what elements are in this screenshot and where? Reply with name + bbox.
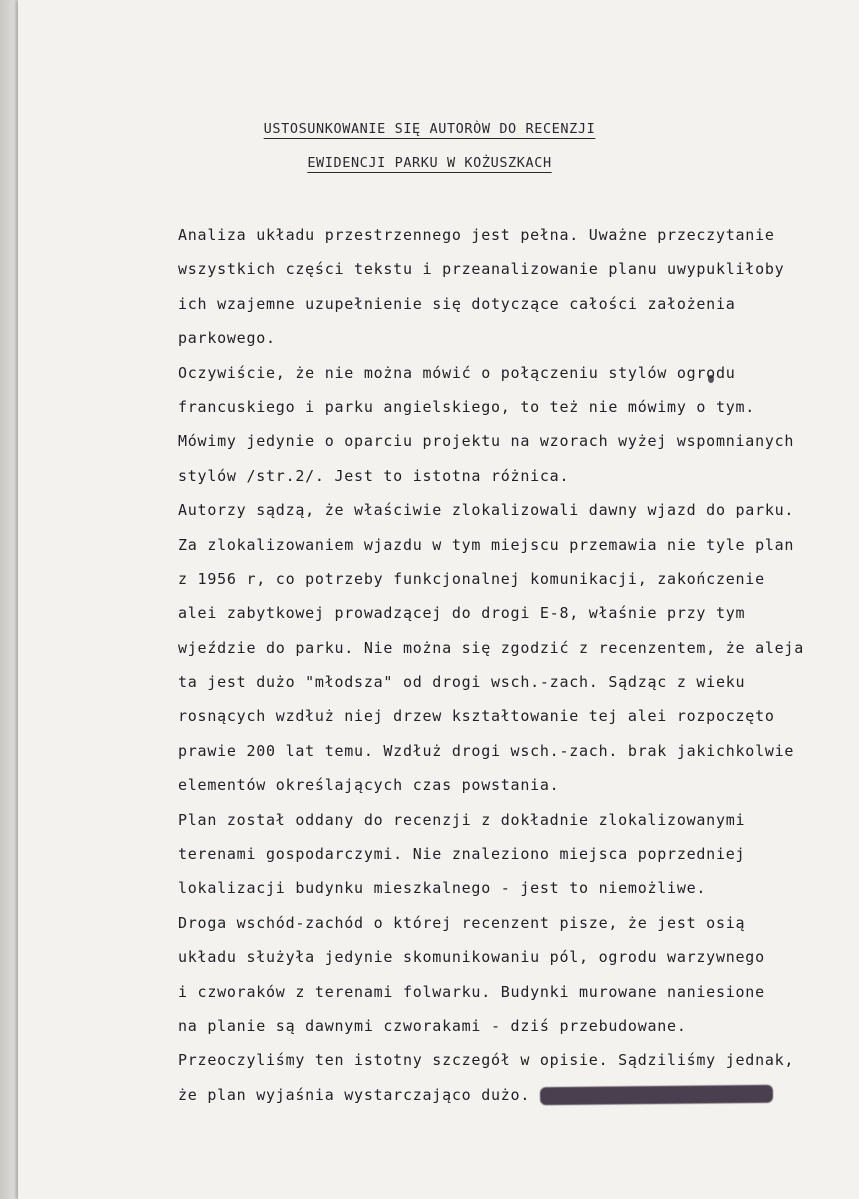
document-body [178, 218, 859, 1112]
text-line: stylów /str.2/. Jest to istotna różnica. [178, 466, 570, 485]
text-line: Przeoczyliśmy ten istotny szczegół w opisie. Sądziliśmy jednak, [178, 1051, 795, 1070]
redacted-text: Był to nasz błąd, który [540, 1085, 773, 1105]
text-line: lokalizacji budynku mieszkalnego - jest to niemożliwe. [178, 879, 707, 898]
text-line: wjeździe do parku. Nie można się zgodzić z recenzentem, że aleja [178, 638, 804, 657]
text-line: ich wzajemne uzupełnienie się dotyczące całości założenia [178, 294, 736, 313]
text-line: prawie 200 lat temu. Wzdłuż drogi wsch.-zach. brak jakichkolwie [178, 741, 795, 760]
text-line: elementów określających czas powstania. [178, 776, 560, 795]
text-line: francuskiego i parku angielskiego, to też nie mówimy o tym. [178, 397, 756, 416]
text-line: terenami gospodarczymi. Nie znaleziono miejsca poprzedniej [178, 845, 746, 864]
last-line-text: że plan wyjaśnia wystarczająco dużo. [178, 1085, 531, 1104]
text-line: Plan został oddany do recenzji z dokładnie zlokalizowanymi [178, 810, 746, 829]
text-line: ta jest dużo "młodsza" od drogi wsch.-zach. Sądząc z wieku [178, 673, 746, 692]
document-title-line-2: EWIDENCJI PARKU W KOŻUSZKACH [307, 155, 552, 171]
text-line: Analiza układu przestrzennego jest pełna. Uważne przeczytanie [178, 226, 775, 244]
text-line: Mówimy jedynie o oparciu projektu na wzorach wyżej wspomnianych [178, 432, 795, 451]
document-title-line-1: USTOSUNKOWANIE SIĘ AUTORÒW DO RECENZJI [263, 121, 596, 137]
text-line: Oczywiście, że nie można mówić o połączeniu stylów ogrodu [178, 363, 736, 382]
text-line-last [178, 1078, 859, 1112]
text-line: Droga wschód-zachód o której recenzent pisze, że jest osią [178, 913, 746, 932]
text-line: układu służyła jedynie skomunikowaniu pól, ogrodu warzywnego [178, 948, 765, 967]
text-line: parkowego. [178, 329, 276, 348]
text-line: Autorzy sądzą, że właściwie zlokalizowali dawny wjazd do parku. [178, 501, 795, 520]
text-line: i czworaków z terenami folwarku. Budynki murowane naniesione [178, 982, 765, 1001]
page-edge [0, 0, 18, 1199]
text-line: alei zabytkowej prowadzącej do drogi E-8, właśnie przy tym [178, 604, 746, 623]
text-line: wszystkich części tekstu i przeanalizowanie planu uwypukliłoby [178, 260, 785, 279]
text-line: rosnących wzdłuż niej drzew kształtowanie tej alei rozpoczęto [178, 707, 775, 726]
text-line: z 1956 r, co potrzeby funkcjonalnej komunikacji, zakończenie [178, 569, 765, 588]
text-line: Za zlokalizowaniem wjazdu w tym miejscu przemawia nie tyle plan [178, 535, 795, 554]
text-line: na planie są dawnymi czworakami - dziś przebudowane. [178, 1016, 687, 1035]
